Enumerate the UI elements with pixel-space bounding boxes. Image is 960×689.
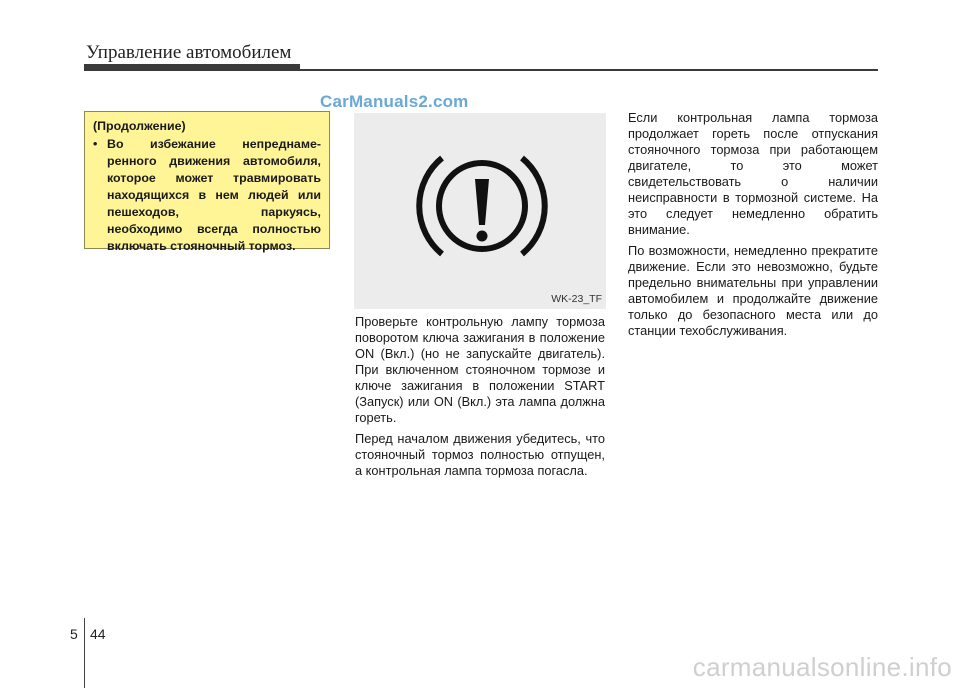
middle-paragraph-1: Проверьте контрольную лампу тормоза поворотом ключа зажигания в положение ON (Вкл.) (но не запускайте двигатель). При включенном стояночном тормозе и ключе зажигания в положении START (Запуск) или ON (Вкл.) эта лампа должна гореть. <box>355 314 605 425</box>
middle-column <box>355 314 605 484</box>
bullet-icon: • <box>93 137 98 151</box>
page-number: 44 <box>90 626 106 642</box>
warning-box-text: Во избежание непреднаме-ренного движения автомобиля, которое может травмировать находящихся в нем людей или пешеходов, паркуясь, необходимо всегда полностью включать стояночный тормоз. <box>107 137 321 253</box>
watermark-top[interactable]: CarManuals2.com <box>320 92 469 111</box>
right-paragraph-2: По возможности, немедленно прекратите движение. Если это невозможно, будьте предельно внимательны при управлении автомобилем и продолжайте движение только до безопасного места или до станции техобслуживания. <box>628 243 878 338</box>
brake-warning-icon <box>354 113 606 309</box>
middle-paragraph-2: Перед началом движения убедитесь, что стояночный тормоз полностью отпущен, а контрольная лампа тормоза погасла. <box>355 431 605 478</box>
brake-warning-figure <box>354 113 606 309</box>
header-rule-thick <box>84 64 300 71</box>
right-paragraph-1: Если контрольная лампа тормоза продолжает гореть после отпускания стояночного тормоза при работающем двигателе, то это может свидетельствовать о наличии неисправности в тормозной системе. На это следует немедленно обратить внимание. <box>628 110 878 237</box>
watermark-bottom[interactable]: carmanualsonline.info <box>692 652 952 682</box>
page-separator <box>84 618 85 688</box>
header-title: Управление автомобилем <box>86 42 292 63</box>
figure-code: WK-23_TF <box>551 293 602 305</box>
warning-box <box>84 111 330 253</box>
page-chapter: 5 <box>70 626 78 642</box>
header-rule-thin <box>300 69 878 71</box>
right-column <box>628 110 878 344</box>
warning-box-item <box>93 136 321 255</box>
warning-box-title: (Продолжение) <box>93 119 186 133</box>
